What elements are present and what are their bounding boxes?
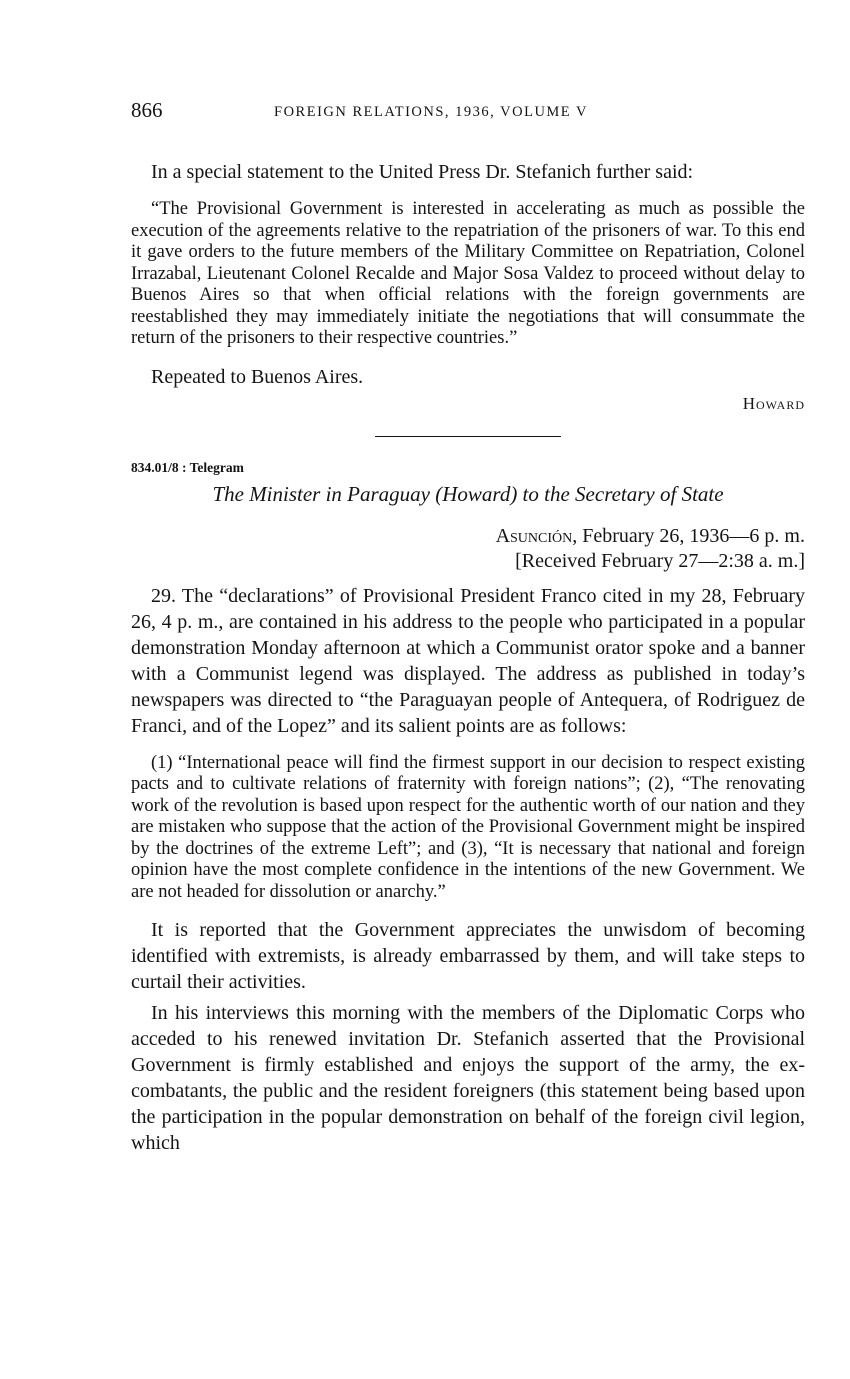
- page-header: [131, 98, 805, 130]
- document-title: The Minister in Paraguay (Howard) to the Secretary of State: [212, 481, 724, 506]
- file-number: 834.01/8 : Telegram: [131, 459, 244, 475]
- dateline: [131, 524, 805, 574]
- telegram-paragraph-2: It is reported that the Government appreciates the unwisdom of becoming identified with extremists, is already embarrassed by them, and will take steps to curtail their activities.: [131, 919, 805, 993]
- dateline-received: [Received February 27—2:38 a. m.]: [515, 549, 805, 572]
- section-divider: [375, 436, 561, 437]
- dateline-place: Asunción: [495, 524, 573, 547]
- declarations-quote: (1) “International peace will find the firmest support in our decision to respect existing pacts and to cultivate relations of fraternity with foreign nations”; (2), “The renovating work of the revolution is based upon respect for the authentic worth of our nation and they are mistaken who suppose that the action of the Provisional Government might be inspired by the doctrines of the extreme Left”; and (3), “It is necessary that national and foreign opinion have the most complete confidence in the intentions of the new Government. We are not headed for dissolution or anarchy.”: [131, 752, 805, 902]
- intro-paragraph: In a special statement to the United Press Dr. Stefanich further said:: [151, 161, 694, 183]
- running-head: FOREIGN RELATIONS, 1936, VOLUME V: [274, 104, 588, 120]
- block-quote: “The Provisional Government is interested in accelerating as much as possible the execution of the agreements relative to the repatriation of the prisoners of war. To this end it gave orders to the future members of the Military Committee on Repatriation, Colonel Irrazabal, Lieutenant Colonel Recalde and Major Sosa Valdez to proceed without delay to Buenos Aires so that when official relations with the foreign governments are reestablished they may immediately initiate the negotiations that will consummate the return of the prisoners to their respective countries.”: [131, 199, 805, 348]
- dateline-date: , February 26, 1936—6 p. m.: [572, 524, 805, 547]
- signature: Howard: [742, 393, 805, 413]
- document-page: [131, 98, 805, 1156]
- dateline-sent: [131, 524, 805, 549]
- telegram-paragraph-3: In his interviews this morning with the members of the Diplomatic Corps who acceded to his renewed invitation Dr. Stefanich asserted that the Provisional Government is firmly established and enjoys the support of the army, the ex-combatants, the public and the resident foreigners (this statement being based upon the participation in the popular demonstration on behalf of the foreign civil legion, which: [131, 1002, 805, 1154]
- repeated-note: Repeated to Buenos Aires.: [151, 365, 364, 388]
- page-number: 866: [131, 98, 163, 122]
- telegram-paragraph-1: 29. The “declarations” of Provisional President Franco cited in my 28, February 26, 4 p. m., are contained in his address to the people who participated in a popular demonstration Monday afternoon at which a Communist orator spoke and a banner with a Communist legend was displayed. The address as published in today’s newspapers was directed to “the Paraguayan people of Antequera, of Rodriguez de Franci, and of the Lopez” and its salient points are as follows:: [131, 584, 805, 737]
